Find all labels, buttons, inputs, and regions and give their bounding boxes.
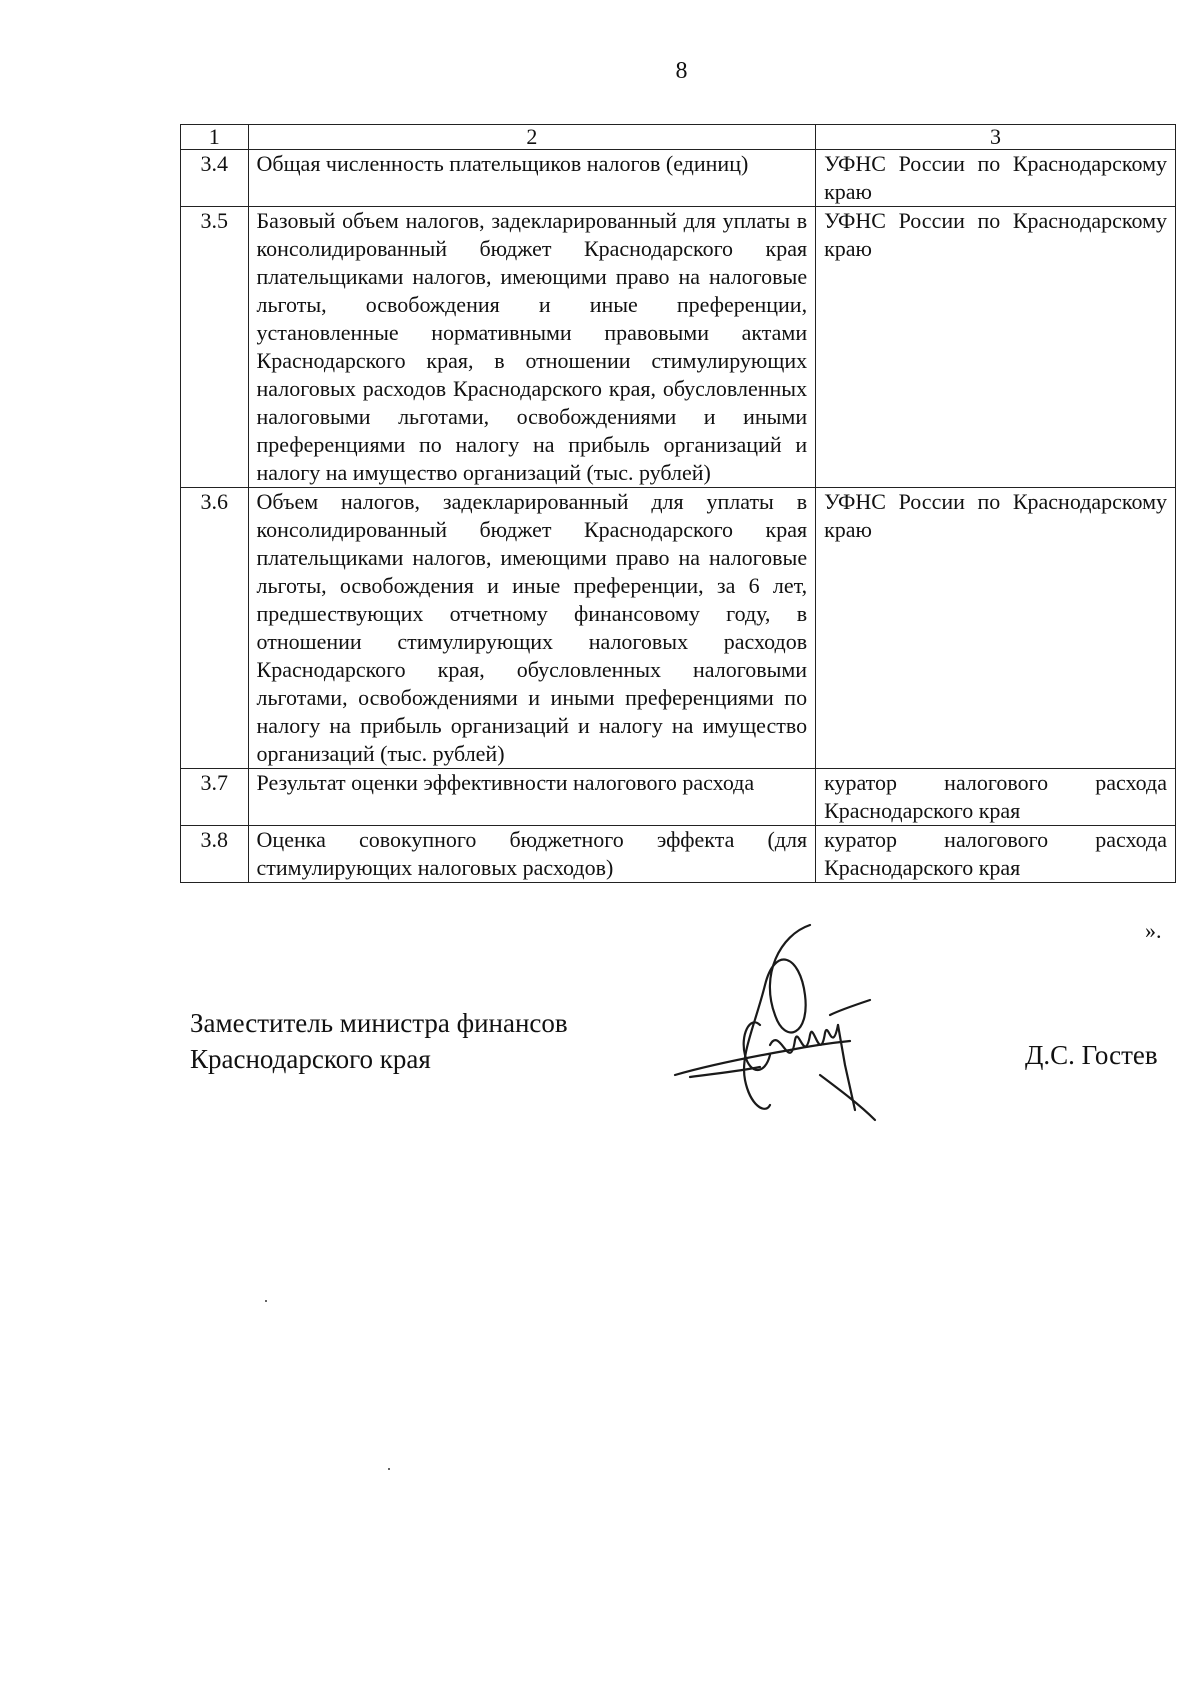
header-cell-2: 2 [248,125,816,150]
table-row [181,769,1176,826]
table-row [181,150,1176,207]
row-description: Оценка совокупного бюджетного эффекта (для стимулирующих налоговых расходов) [248,826,816,883]
table-row [181,826,1176,883]
header-cell-3: 3 [816,125,1176,150]
row-source: УФНС России по Краснодарскому краю [816,488,1176,769]
row-description: Базовый объем налогов, задекларированный для уплаты в консолидированный бюджет Краснодарского края плательщиками налогов, имеющими право на налоговые льготы, освобождения и иные преференции, установленные нормативными правовыми актами Краснодарского края, в отношении стимулирующих налоговых расходов Краснодарского края, обусловленных налоговыми льготами, освобождениями и иными преференциями по налогу на прибыль организаций и налогу на имущество организаций (тыс. рублей) [248,207,816,488]
handwritten-signature [670,915,900,1135]
row-number: 3.6 [181,488,249,769]
signatory-position [190,1005,568,1077]
scan-speck [265,1300,267,1302]
signer-name: Д.С. Гостев [1025,1040,1158,1070]
row-number: 3.5 [181,207,249,488]
row-number: 3.7 [181,769,249,826]
table-header-row [181,125,1176,150]
row-number: 3.4 [181,150,249,207]
row-description: Общая численность плательщиков налогов (единиц) [248,150,816,207]
row-source: УФНС России по Краснодарскому краю [816,150,1176,207]
position-line-1: Заместитель министра финансов [190,1008,568,1038]
header-cell-1: 1 [181,125,249,150]
row-description: Объем налогов, задекларированный для уплаты в консолидированный бюджет Краснодарского края плательщиками налогов, имеющими право на налоговые льготы, освобождения и иные преференции, за 6 лет, предшествующих отчетному финансовому году, в отношении стимулирующих налоговых расходов Краснодарского края, обусловленных налоговыми льготами, освобождениями и иными преференциями по налогу на прибыль организаций и налогу на имущество организаций (тыс. рублей) [248,488,816,769]
row-source: куратор налогового расхода Краснодарского края [816,826,1176,883]
table-row [181,488,1176,769]
row-source: УФНС России по Краснодарскому краю [816,207,1176,488]
row-source: куратор налогового расхода Краснодарского края [816,769,1176,826]
row-description: Результат оценки эффективности налогового расхода [248,769,816,826]
closing-quote: ». [1145,918,1162,943]
scan-speck [388,1468,390,1470]
indicators-table [180,124,1176,883]
row-number: 3.8 [181,826,249,883]
page-number: 8 [675,58,688,84]
table-row [181,207,1176,488]
position-line-2: Краснодарского края [190,1044,431,1074]
